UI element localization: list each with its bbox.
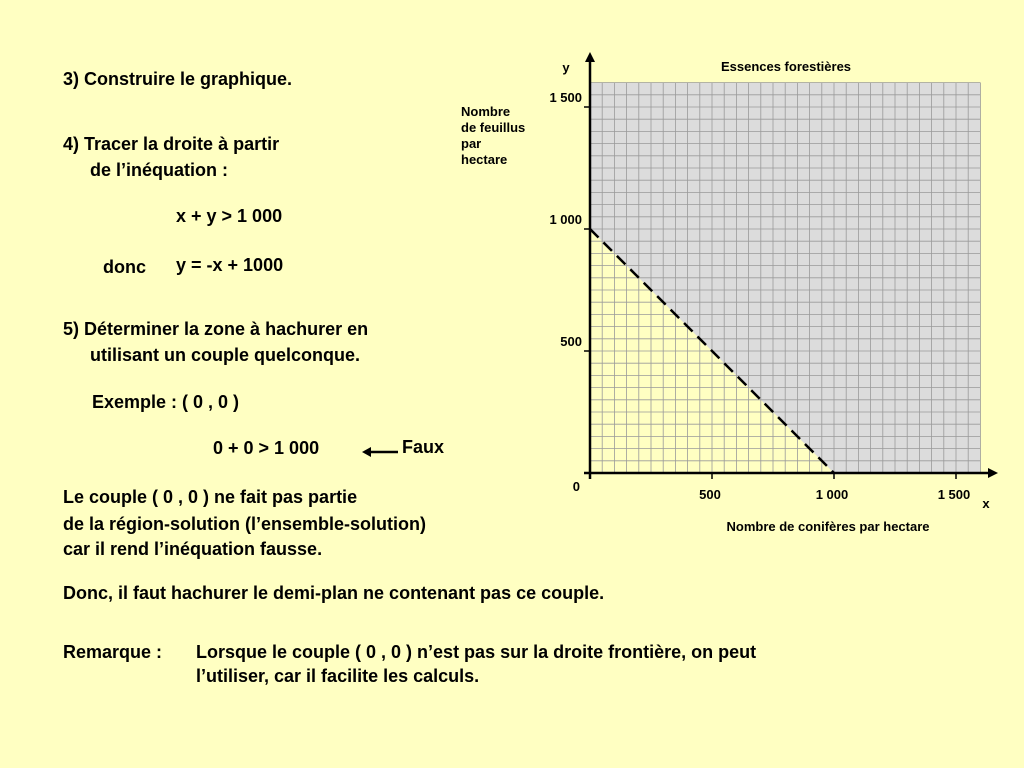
y-axis-label-line: par	[461, 136, 482, 151]
remarque-line2: l’utiliser, car il facilite les calculs.	[196, 666, 480, 686]
test-text: 0 + 0 > 1 000	[213, 438, 320, 458]
droite-equation-text: y = -x + 1000	[176, 255, 284, 275]
conclusion-line2: de la région-solution (l’ensemble-solution)	[63, 514, 427, 534]
chart-title: Essences forestières	[720, 59, 852, 74]
y-axis-arrow-icon	[585, 52, 595, 62]
step4-text-line1: 4) Tracer la droite à partir	[63, 134, 280, 154]
y-axis-label-line: hectare	[461, 152, 508, 167]
x-axis-letter: x	[982, 496, 990, 511]
x-axis-arrow-icon	[988, 468, 998, 478]
x-tick-label: 500	[699, 487, 721, 502]
exemple-text: Exemple : ( 0 , 0 )	[92, 392, 240, 412]
remarque-label: Remarque :	[63, 642, 163, 662]
y-axis-label-line: de feuillus	[461, 120, 526, 135]
y-tick-label: 1 500	[549, 90, 582, 105]
x-tick-label: 1 500	[937, 487, 971, 502]
conclusion-line3: car il rend l’inéquation fausse.	[63, 539, 323, 559]
step5-text-line2: utilisant un couple quelconque.	[90, 345, 361, 365]
y-axis-letter: y	[562, 60, 570, 75]
step4-text-line2: de l’inéquation :	[90, 160, 228, 180]
origin-label: 0	[572, 479, 580, 494]
step3-text: 3) Construire le graphique.	[63, 69, 293, 89]
y-tick-label: 500	[560, 334, 582, 349]
donc-text: donc	[103, 257, 146, 277]
y-tick-label: 1 000	[549, 212, 582, 227]
donc-conclusion-text: Donc, il faut hachurer le demi-plan ne contenant pas ce couple.	[63, 583, 605, 603]
faux-text: Faux	[402, 437, 445, 457]
conclusion-line1: Le couple ( 0 , 0 ) ne fait pas partie	[63, 487, 358, 507]
x-axis-label: Nombre de conifères par hectare	[726, 519, 930, 534]
y-axis-label-line: Nombre	[461, 104, 511, 119]
x-tick-label: 1 000	[815, 487, 849, 502]
remarque-line1: Lorsque le couple ( 0 , 0 ) n’est pas sur la droite frontière, on peut	[196, 642, 757, 662]
inequation-text: x + y > 1 000	[176, 206, 283, 226]
step5-text-line1: 5) Déterminer la zone à hachurer en	[63, 319, 369, 339]
